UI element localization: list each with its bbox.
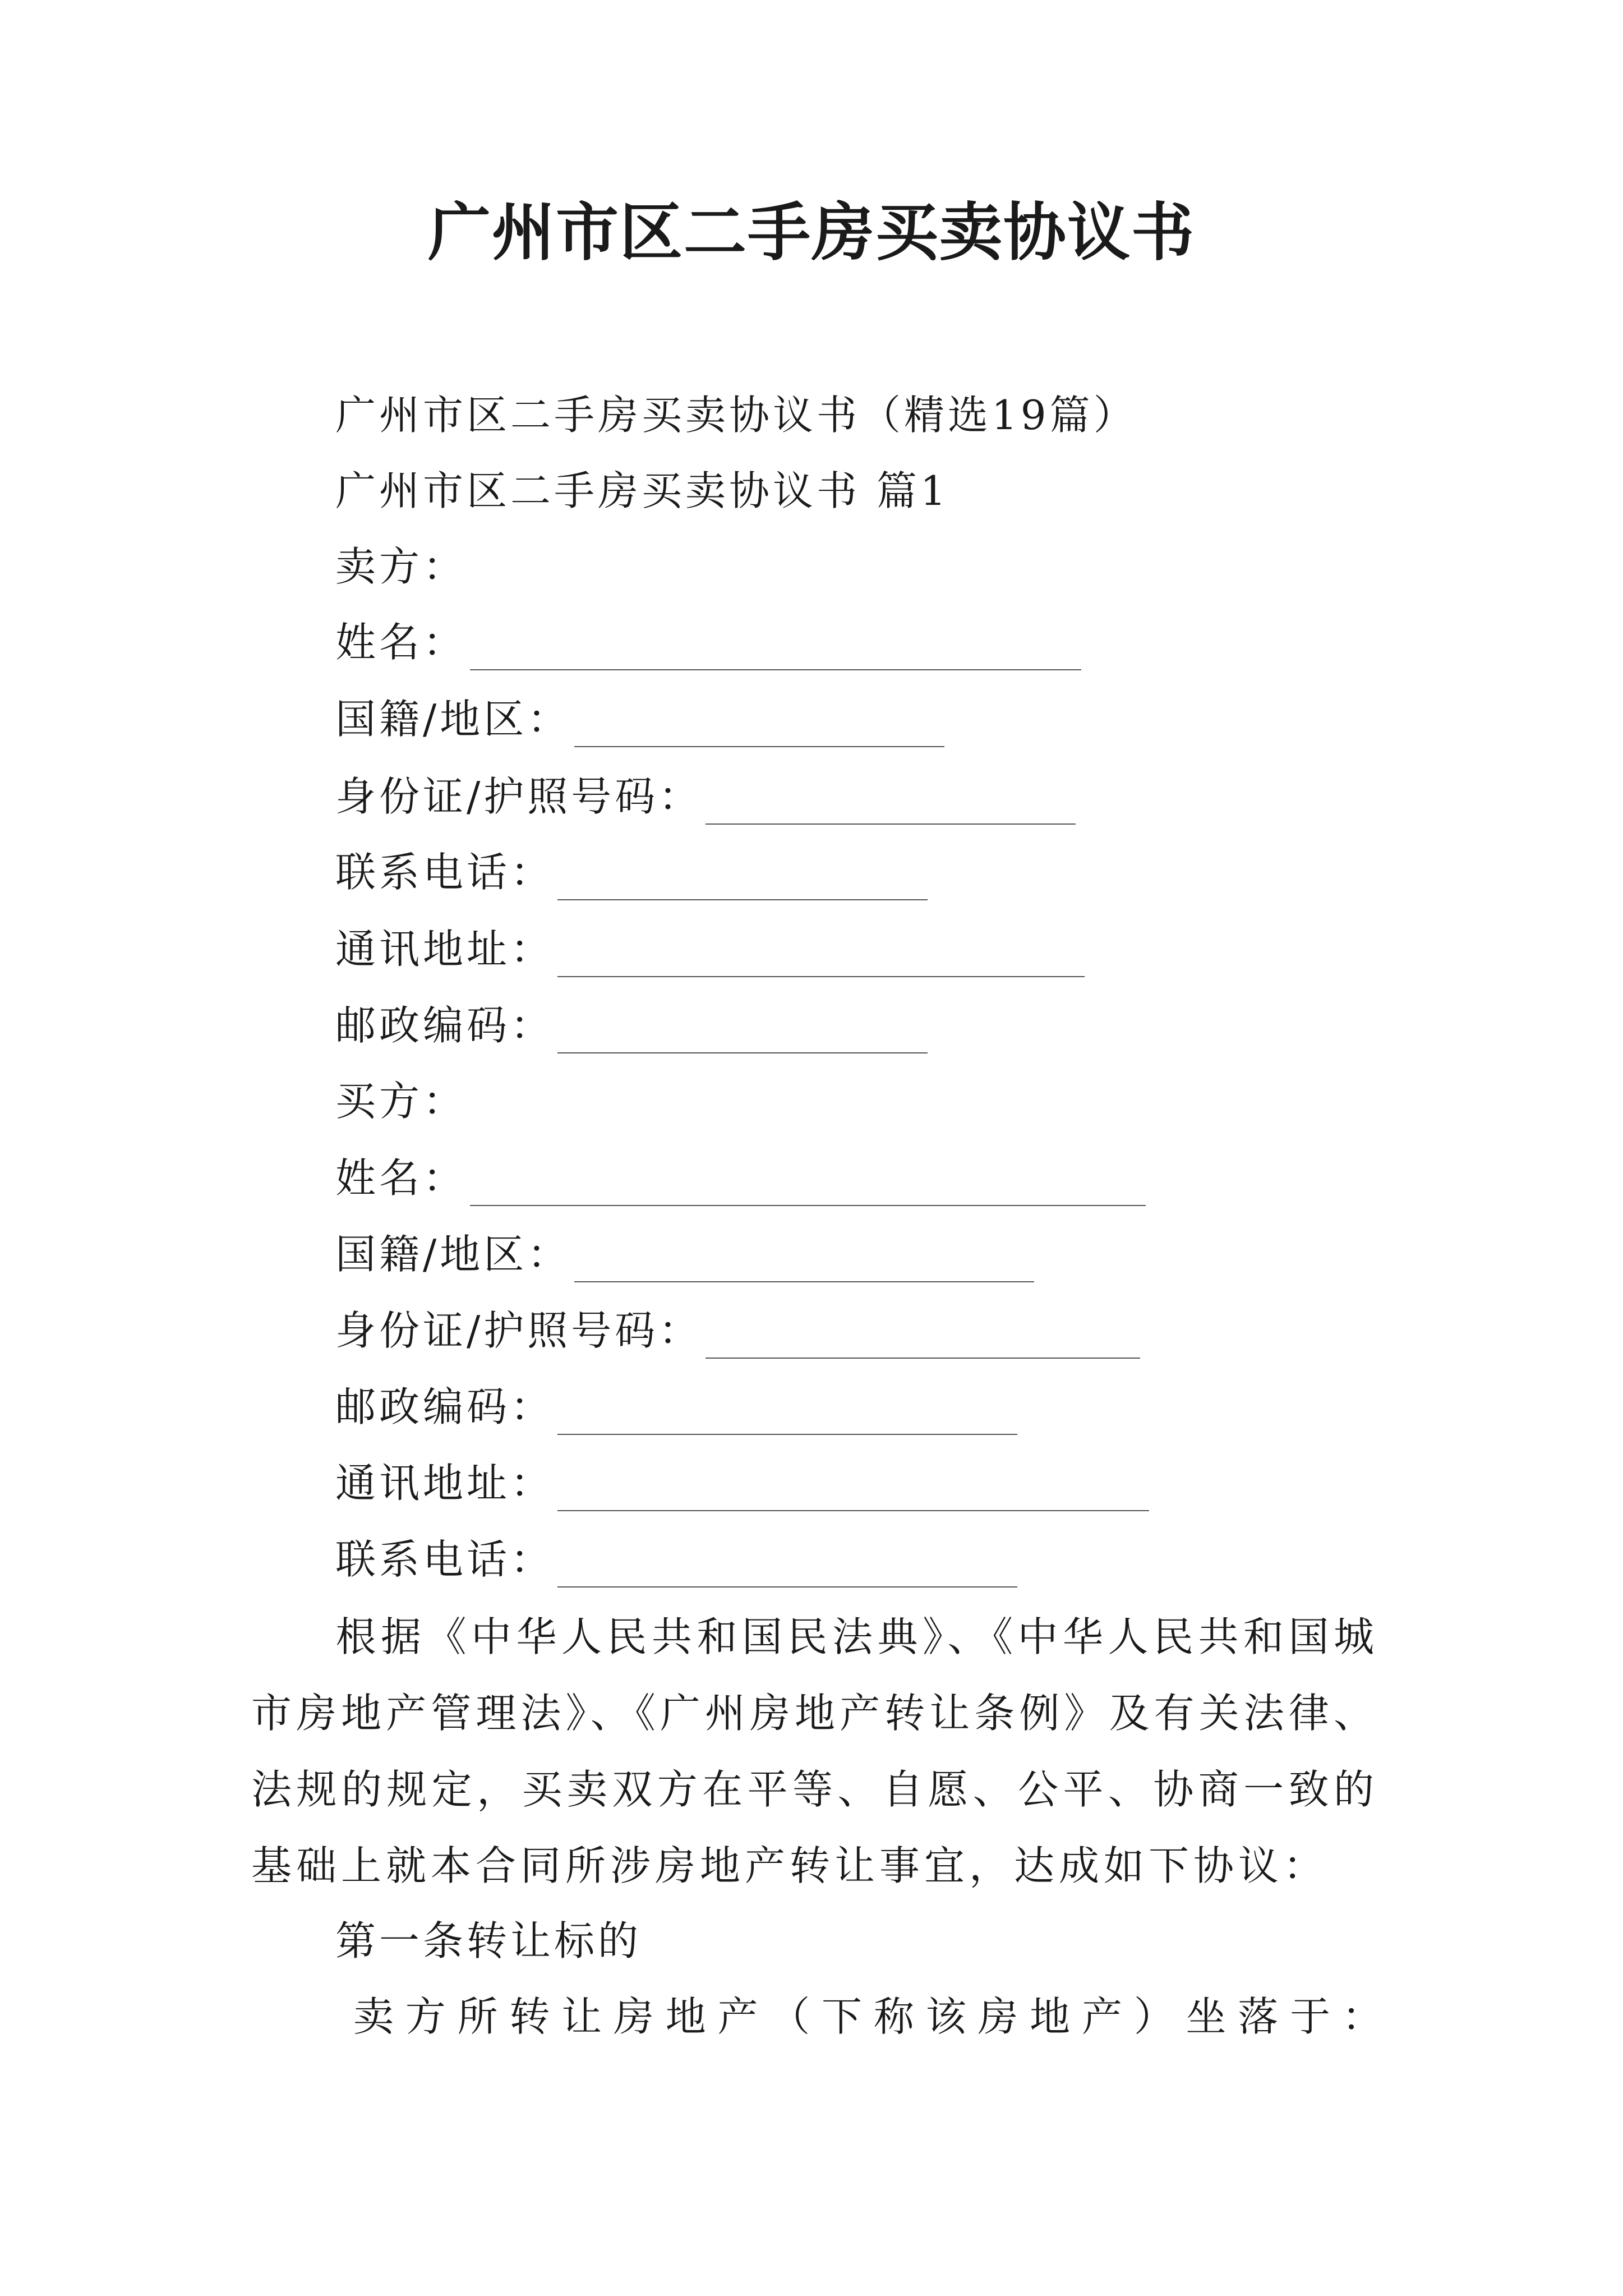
- seller-postcode-blank: [557, 1009, 928, 1053]
- seller-address-label: 通讯地址：: [335, 926, 555, 973]
- buyer-name-field: [335, 1150, 1146, 1206]
- seller-phone-label: 联系电话：: [335, 849, 555, 896]
- seller-name-field: [335, 614, 1081, 670]
- article1-char: 该: [925, 1993, 966, 2040]
- seller-id-label: 身份证/护照号码：: [335, 773, 703, 820]
- preamble-text: 根据《中华人民共和国民法典》、《中华人民共和国城市房地产管理法》、《广州房地产转让条例》及有关法律、法规的规定，买卖双方在平等、自愿、公平、协商一致的基础上就本合同所涉房地产转让事宜，达成如下协议：: [251, 1613, 1378, 1889]
- seller-nationality-label: 国籍/地区：: [335, 696, 571, 743]
- buyer-address-blank: [557, 1466, 1149, 1511]
- article1-char: 产: [717, 1993, 758, 2040]
- buyer-postcode-label: 邮政编码：: [335, 1383, 555, 1430]
- article1-char: 卖: [353, 1993, 394, 2040]
- article1-char: 所: [457, 1993, 498, 2040]
- article1-char: （: [769, 1993, 810, 2040]
- seller-id-field: [335, 769, 1076, 825]
- buyer-id-field: [335, 1303, 1140, 1359]
- seller-address-blank: [557, 932, 1085, 977]
- article1-heading: 第一条转让标的: [335, 1917, 642, 1964]
- article1-text: [353, 1989, 1382, 2045]
- seller-heading: 卖方：: [335, 543, 467, 590]
- article1-char: 称: [873, 1993, 914, 2040]
- seller-name-label: 姓名：: [335, 619, 467, 666]
- buyer-postcode-field: [335, 1379, 1017, 1435]
- seller-address-field: [335, 921, 1085, 977]
- buyer-nationality-field: [335, 1226, 1034, 1282]
- document-title: 广州市区二手房买卖协议书: [428, 196, 1195, 269]
- seller-phone-field: [335, 844, 928, 900]
- section-heading: 广州市区二手房买卖协议书 篇1: [335, 467, 949, 514]
- article1-char: 坐: [1186, 1993, 1227, 2040]
- article1-char: 转: [509, 1993, 550, 2040]
- article1-char: 落: [1238, 1993, 1279, 2040]
- buyer-id-blank: [706, 1314, 1140, 1359]
- seller-id-blank: [706, 780, 1076, 825]
- seller-nationality-blank: [574, 702, 944, 747]
- buyer-phone-label: 联系电话：: [335, 1536, 555, 1583]
- buyer-name-label: 姓名：: [335, 1154, 467, 1202]
- article1-char: 于: [1290, 1993, 1331, 2040]
- article1-char: ）: [1133, 1993, 1174, 2040]
- seller-postcode-field: [335, 997, 928, 1053]
- seller-postcode-label: 邮政编码：: [335, 1002, 555, 1049]
- article1-char: ：: [1341, 1993, 1382, 2040]
- buyer-postcode-blank: [557, 1390, 1017, 1435]
- article1-char: 下: [822, 1993, 863, 2040]
- seller-name-blank: [470, 625, 1081, 670]
- article1-char: 房: [613, 1993, 654, 2040]
- article1-char: 方: [405, 1993, 446, 2040]
- article1-char: 产: [1081, 1993, 1122, 2040]
- buyer-id-label: 身份证/护照号码：: [335, 1307, 703, 1354]
- seller-nationality-field: [335, 691, 944, 747]
- article1-char: 房: [978, 1993, 1018, 2040]
- article1-char: 地: [1030, 1993, 1071, 2040]
- document-subtitle: 广州市区二手房买卖协议书（精选19篇）: [335, 392, 1137, 439]
- preamble-paragraph: [251, 1599, 1378, 1904]
- buyer-phone-field: [335, 1531, 1017, 1588]
- buyer-nationality-label: 国籍/地区：: [335, 1231, 571, 1278]
- buyer-heading: 买方：: [335, 1078, 467, 1125]
- seller-phone-blank: [557, 855, 928, 900]
- buyer-phone-blank: [557, 1543, 1017, 1588]
- buyer-nationality-blank: [574, 1237, 1034, 1282]
- article1-char: 让: [561, 1993, 602, 2040]
- buyer-address-label: 通讯地址：: [335, 1460, 555, 1507]
- buyer-address-field: [335, 1455, 1149, 1511]
- buyer-name-blank: [470, 1161, 1146, 1206]
- article1-char: 地: [665, 1993, 706, 2040]
